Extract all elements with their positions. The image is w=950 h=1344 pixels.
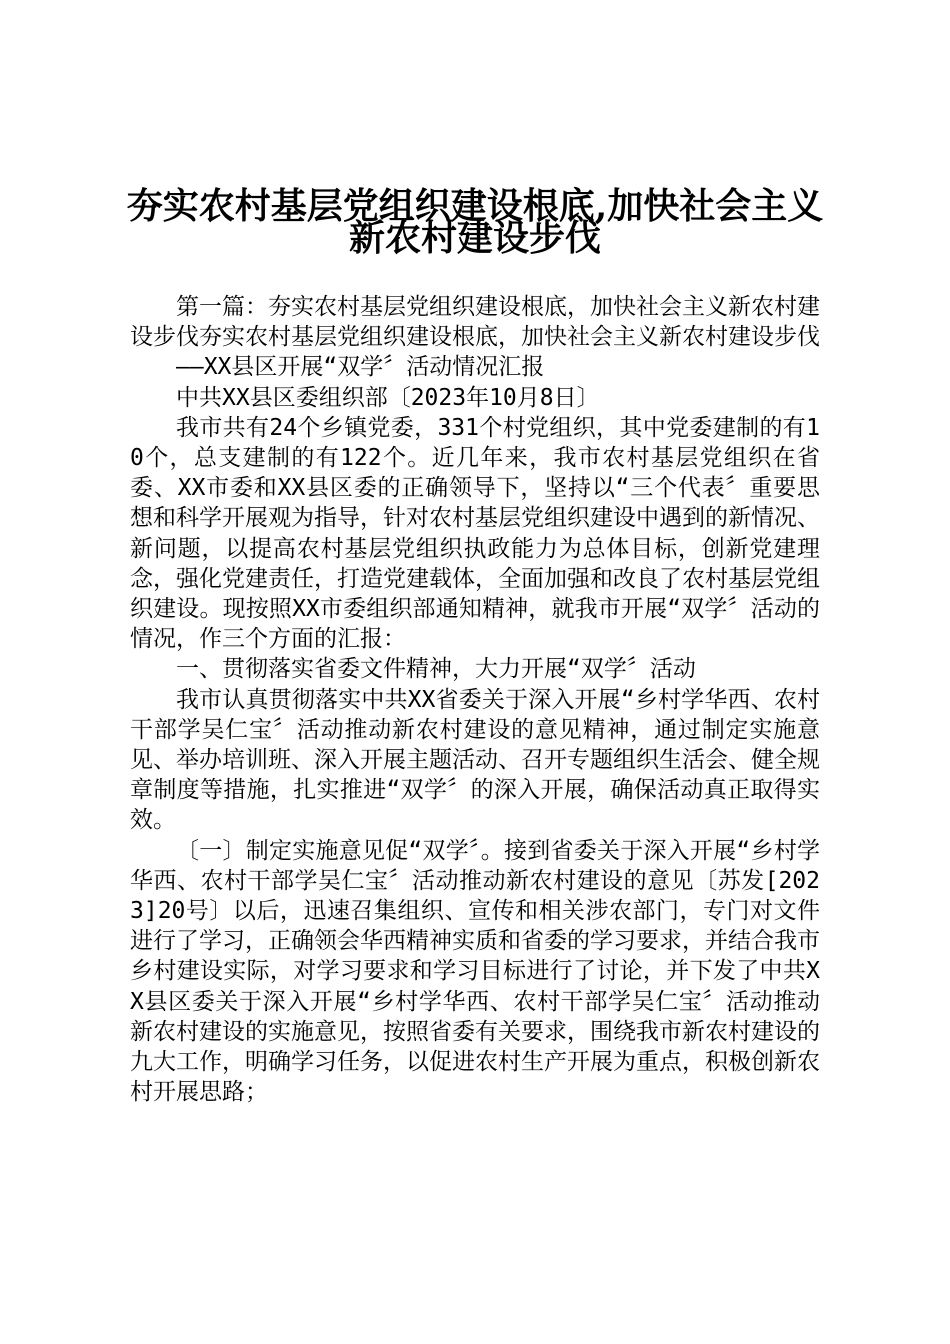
- paragraph-intro: 第一篇：夯实农村基层党组织建设根底，加快社会主义新农村建设步伐夯实农村基层党组织建设根底，加快社会主义新农村建设步伐: [130, 294, 820, 351]
- paragraph-overview: 我市共有24个乡镇党委，331个村党组织，其中党委建制的有10个，总支建制的有122个。近几年来，我市农村基层党组织在省委、XX市委和XX县区委的正确领导下，坚持以“三个代表〞重要思想和科学开展观为指导，针对农村基层党组织建设中遇到的新情况、新问题，以提高农村基层党组织执政能力为总体目标，创新党建理念，强化党建责任，打造党建载体，全面加强和改良了农村基层党组织建设。现按照XX市委组织部通知精神，就我市开展“双学〞活动的情况，作三个方面的汇报：: [130, 414, 820, 653]
- document-title-line-1: 夯实农村基层党组织建设根底,加快社会主义: [126, 185, 824, 227]
- document-body: [130, 292, 820, 1107]
- paragraph-subtitle: ——XX县区开展“双学〞活动情况汇报: [176, 354, 545, 381]
- paragraph-section-1: 我市认真贯彻落实中共XX省委关于深入开展“乡村学华西、农村干部学吴仁宝〞活动推动新农村建设的意见精神，通过制定实施意见、举办培训班、深入开展主题活动、召开专题组织生活会、健全规章制度等措施，扎实推进“双学〞的深入开展，确保活动真正取得实效。: [130, 686, 820, 834]
- section-heading-1: 一、贯彻落实省委文件精神，大力开展“双学〞活动: [176, 656, 696, 683]
- paragraph-subsection-1: 〔一〕制定实施意见促“双学〞。接到省委关于深入开展“乡村学华西、农村干部学吴仁宝〞活动推动新农村建设的意见〔苏发[2023]20号〕以后，迅速召集组织、宣传和相关涉农部门，专门对文件进行了学习，正确领会华西精神实质和省委的学习要求，并结合我市乡村建设实际，对学习要求和学习目标进行了讨论，并下发了中共XX县区委关于深入开展“乡村学华西、农村干部学吴仁宝〞活动推动新农村建设的实施意见，按照省委有关要求，围绕我市新农村建设的九大工作，明确学习任务，以促进农村生产开展为重点，积极创新农村开展思路；: [130, 837, 820, 1106]
- paragraph-author-date: 中共XX县区委组织部〔2023年10月8日〕: [176, 384, 600, 411]
- document-title-line-2: 新农村建设步伐: [348, 217, 601, 259]
